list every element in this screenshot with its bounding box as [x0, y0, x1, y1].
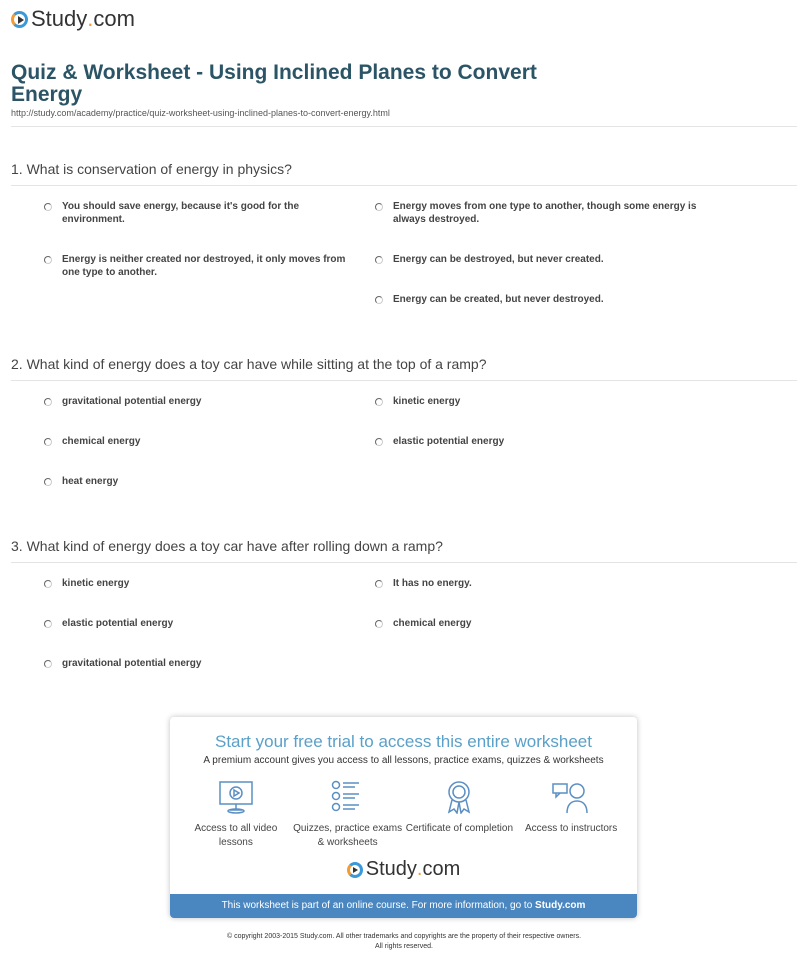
play-logo-icon [347, 862, 363, 878]
answer-option[interactable] [44, 617, 360, 630]
option-label: chemical energy [62, 436, 141, 447]
answer-option[interactable] [44, 435, 360, 448]
radio-button-icon[interactable] [44, 398, 52, 406]
bar-text: This worksheet is part of an online course. For more information, go to [221, 900, 536, 911]
card-study-logo [170, 858, 637, 881]
divider [11, 126, 797, 127]
logo-suffix: com [422, 858, 461, 880]
question-text: 1. What is conservation of energy in physics? [11, 161, 797, 186]
radio-button-icon[interactable] [375, 296, 383, 304]
answer-option[interactable] [44, 395, 360, 408]
answer-option[interactable] [44, 475, 360, 488]
radio-button-icon[interactable] [375, 398, 383, 406]
options-right [360, 577, 720, 697]
trial-subheading: A premium account gives you access to all lessons, practice exams, quizzes & worksheets [203, 755, 604, 766]
option-label: heat energy [62, 476, 119, 487]
answer-option[interactable] [44, 657, 360, 670]
feature-quizzes [293, 780, 403, 850]
radio-button-icon[interactable] [375, 620, 383, 628]
logo-dot: . [416, 858, 423, 880]
checklist-icon [330, 780, 366, 814]
question-text: 2. What kind of energy does a toy car have while sitting at the top of a ramp? [11, 356, 797, 381]
options-left [11, 395, 360, 515]
option-label: Energy can be destroyed, but never created. [393, 254, 604, 265]
question-text: 3. What kind of energy does a toy car have after rolling down a ramp? [11, 538, 797, 563]
option-label: You should save energy, because it's good for the environment. [62, 201, 300, 225]
radio-button-icon[interactable] [44, 203, 52, 211]
option-label: chemical energy [393, 618, 472, 629]
option-label: gravitational potential energy [62, 396, 202, 407]
feature-label: Access to instructors [524, 823, 618, 834]
video-monitor-icon [218, 780, 254, 814]
feature-label: Access to all video lessons [194, 823, 278, 848]
option-label: Energy is neither created nor destroyed, it only moves from one type to another. [62, 254, 346, 278]
radio-button-icon[interactable] [44, 660, 52, 668]
question-3 [11, 538, 797, 697]
radio-button-icon[interactable] [375, 256, 383, 264]
options-right [360, 200, 720, 333]
logo-dot: . [87, 6, 94, 31]
radio-button-icon[interactable] [44, 478, 52, 486]
options-right [360, 395, 720, 515]
option-label: gravitational potential energy [62, 658, 202, 669]
answer-option[interactable] [375, 395, 720, 408]
copyright [0, 932, 808, 952]
option-label: elastic potential energy [62, 618, 174, 629]
study-link[interactable]: Study.com [535, 900, 586, 911]
instructor-chat-icon [551, 780, 591, 814]
option-label: It has no energy. [393, 578, 472, 589]
play-logo-icon [11, 11, 28, 28]
study-logo[interactable] [11, 6, 135, 32]
radio-button-icon[interactable] [44, 580, 52, 588]
option-label: kinetic energy [62, 578, 130, 589]
radio-button-icon[interactable] [44, 256, 52, 264]
logo-suffix: com [93, 6, 135, 31]
radio-button-icon[interactable] [44, 438, 52, 446]
radio-button-icon[interactable] [375, 203, 383, 211]
certificate-ribbon-icon [441, 780, 477, 814]
page-title: Quiz & Worksheet - Using Inclined Planes to Convert Energy [11, 61, 537, 106]
feature-label: Certificate of completion [405, 823, 514, 834]
question-2 [11, 356, 797, 515]
rights-text: All rights reserved. [375, 943, 433, 950]
radio-button-icon[interactable] [375, 580, 383, 588]
feature-certificate [404, 780, 514, 850]
course-info-bar [170, 894, 637, 918]
option-label: kinetic energy [393, 396, 461, 407]
page-url: http://study.com/academy/practice/quiz-worksheet-using-inclined-planes-to-convert-energy.html [11, 108, 390, 118]
options-left [11, 200, 360, 333]
trial-heading: Start your free trial to access this entire worksheet [215, 732, 592, 751]
option-label: Energy moves from one type to another, though some energy is always destroyed. [393, 201, 697, 225]
option-label: elastic potential energy [393, 436, 505, 447]
answer-option[interactable] [44, 200, 360, 226]
logo-text: Study [365, 858, 417, 880]
copyright-text: © copyright 2003-2015 Study.com. All other trademarks and copyrights are the property of their respective owners. [226, 933, 582, 940]
logo-text: Study [31, 6, 88, 31]
feature-label: Quizzes, practice exams & worksheets [293, 823, 403, 848]
answer-option[interactable] [375, 200, 720, 226]
radio-button-icon[interactable] [375, 438, 383, 446]
answer-option[interactable] [44, 577, 360, 590]
answer-option[interactable] [375, 617, 720, 630]
radio-button-icon[interactable] [44, 620, 52, 628]
options-left [11, 577, 360, 697]
answer-option[interactable] [375, 253, 720, 266]
question-1 [11, 161, 797, 333]
answer-option[interactable] [375, 577, 720, 590]
free-trial-card [170, 717, 637, 918]
feature-instructors [516, 780, 626, 850]
answer-option[interactable] [375, 293, 720, 306]
answer-option[interactable] [375, 435, 720, 448]
feature-video-lessons [181, 780, 291, 850]
answer-option[interactable] [44, 253, 360, 279]
option-label: Energy can be created, but never destroyed. [393, 294, 604, 305]
